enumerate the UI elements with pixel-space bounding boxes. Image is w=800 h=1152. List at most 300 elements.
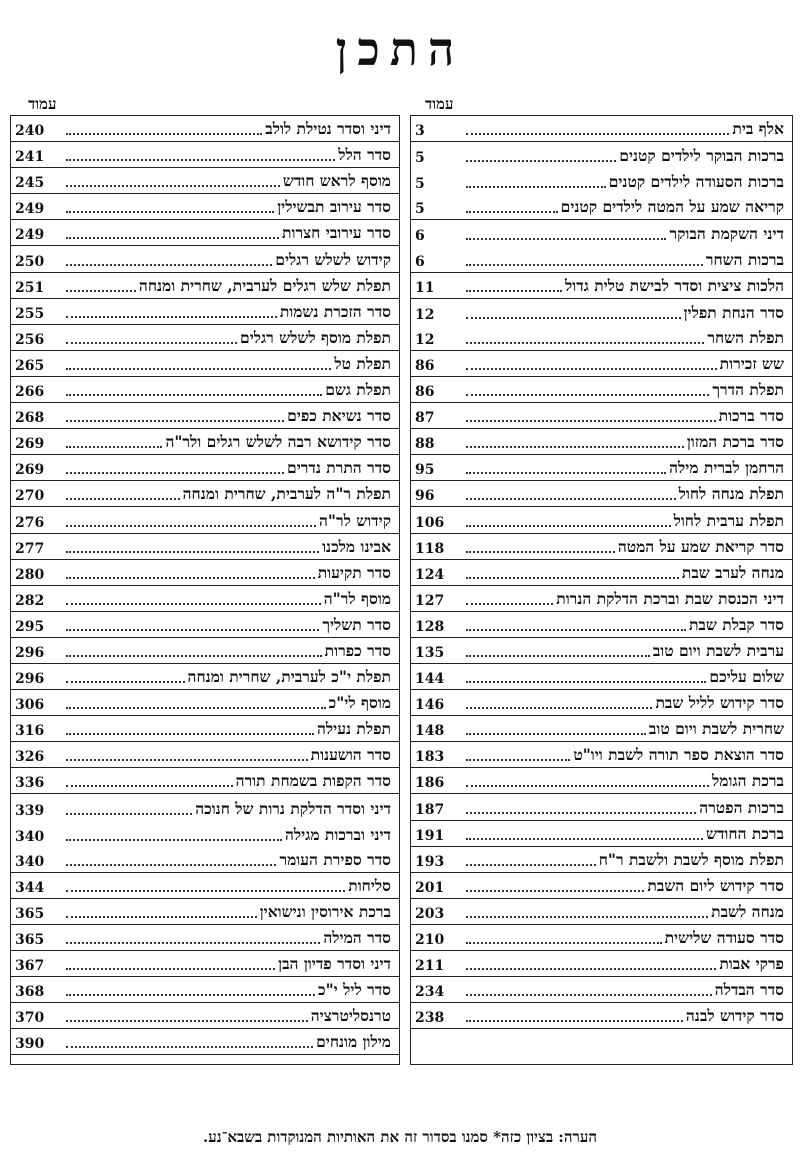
toc-entry-title: ברכת אירוסין ונישואין xyxy=(259,901,391,921)
toc-entry-title: מוסף לי"כ xyxy=(328,693,391,713)
toc-row[interactable] xyxy=(411,821,792,847)
toc-entry-title: סדר קידוש ליום השבת xyxy=(647,875,784,895)
toc-entry-title: תפלת שלש רגלים לערבית, שחרית ומנחה xyxy=(138,275,391,295)
dot-leader xyxy=(66,968,275,970)
toc-entry xyxy=(463,928,784,948)
toc-row[interactable] xyxy=(411,194,792,220)
toc-entry xyxy=(63,615,391,635)
toc-entry-title: דיני וסדר נטילת לולב xyxy=(265,119,391,139)
dot-leader xyxy=(66,916,257,918)
toc-entry-title: הרחמן לברית מילה xyxy=(669,458,784,478)
dot-leader xyxy=(66,1046,313,1048)
dot-leader xyxy=(466,864,596,866)
toc-row[interactable] xyxy=(411,377,792,403)
toc-entry-page: 193 xyxy=(415,853,445,870)
toc-entry-title: סדר קידושא רבה לשלש רגלים ולר"ה xyxy=(165,432,391,452)
toc-entry-page: 306 xyxy=(15,697,45,714)
dot-leader xyxy=(66,1020,308,1022)
toc-entry-page: 144 xyxy=(415,671,445,688)
toc-entry-page: 127 xyxy=(415,592,445,609)
toc-entry-title: סדר הנחת תפלין xyxy=(683,302,784,322)
dot-leader xyxy=(66,264,272,266)
toc-row[interactable] xyxy=(411,768,792,794)
dot-leader xyxy=(466,812,696,814)
dot-leader xyxy=(466,446,684,448)
dot-leader xyxy=(466,290,562,292)
right-toc-table xyxy=(410,115,793,1065)
toc-entry-page: 368 xyxy=(15,984,45,1001)
toc-entry-page: 316 xyxy=(15,723,45,740)
toc-entry-page: 124 xyxy=(415,566,445,583)
dot-leader xyxy=(466,655,650,657)
dot-leader xyxy=(66,864,276,866)
dot-leader xyxy=(466,577,679,579)
toc-row[interactable] xyxy=(411,220,792,246)
toc-entry xyxy=(463,745,784,765)
toc-entry xyxy=(63,589,391,609)
toc-entry-page: 245 xyxy=(15,175,45,192)
toc-entry-title: ברכות הסעודה לילדים קטנים xyxy=(608,172,784,192)
dot-leader xyxy=(466,942,662,944)
dot-leader xyxy=(66,785,233,787)
dot-leader xyxy=(66,577,315,579)
toc-entry xyxy=(63,1006,391,1026)
dot-leader xyxy=(466,759,570,761)
toc-entry xyxy=(463,1006,784,1026)
dot-leader xyxy=(66,839,282,841)
toc-entry xyxy=(63,511,391,531)
toc-entry-page: 255 xyxy=(15,305,45,322)
toc-entry-title: דיני השקמת הבוקר xyxy=(669,224,784,244)
dot-leader xyxy=(66,237,279,239)
toc-entry xyxy=(63,276,391,296)
toc-row[interactable] xyxy=(411,507,792,533)
dot-leader xyxy=(466,238,666,240)
toc-row[interactable] xyxy=(11,1029,399,1055)
toc-entry-title: אלף בית xyxy=(732,119,784,139)
toc-row[interactable] xyxy=(411,794,792,820)
toc-entry xyxy=(63,406,391,426)
toc-entry xyxy=(463,563,784,583)
toc-entry xyxy=(63,537,391,557)
toc-row[interactable] xyxy=(411,1003,792,1029)
toc-entry xyxy=(63,719,391,739)
toc-entry-title: שחרית לשבת ויום טוב xyxy=(648,719,784,739)
toc-entry-title: ברכת הגומל xyxy=(712,771,784,791)
toc-row[interactable] xyxy=(11,768,399,794)
toc-entry-title: תפלת מוסף לשבת ולשבת ר"ח xyxy=(598,849,784,869)
toc-entry-title: מנחה לערב שבת xyxy=(681,562,784,582)
toc-entry-title: קידוש לר"ה xyxy=(318,510,391,530)
toc-entry-title: סדר ספירת העומר xyxy=(279,849,391,869)
toc-entry-page: 12 xyxy=(415,306,435,323)
toc-entry-title: תפלת נעילה xyxy=(316,719,391,739)
dot-leader xyxy=(466,472,666,474)
toc-row[interactable] xyxy=(11,273,399,299)
toc-entry-page: 11 xyxy=(415,279,435,296)
toc-row[interactable] xyxy=(11,481,399,507)
toc-entry-page: 187 xyxy=(415,801,445,818)
toc-row[interactable] xyxy=(11,742,399,768)
toc-entry-title: מוסף לראש חודש xyxy=(282,171,391,191)
toc-entry xyxy=(63,641,391,661)
toc-entry-title: תפלת מנחה לחול xyxy=(678,484,784,504)
toc-entry xyxy=(63,954,391,974)
toc-entry-page: 249 xyxy=(15,201,45,218)
dot-leader xyxy=(66,551,319,553)
toc-entry-title: סדר התרת נדרים xyxy=(287,458,391,478)
toc-entry-page: 210 xyxy=(415,932,445,948)
toc-row[interactable] xyxy=(411,847,792,873)
dot-leader xyxy=(466,160,616,162)
toc-entry-page: 96 xyxy=(415,488,435,505)
toc-row[interactable] xyxy=(11,507,399,533)
toc-entry-title: סדר קריאת שמע על המטה xyxy=(617,536,784,556)
toc-entry-title: אבינו מלכנו xyxy=(322,536,391,556)
toc-entry-page: 5 xyxy=(415,150,425,167)
toc-entry xyxy=(463,511,784,531)
toc-row[interactable] xyxy=(11,925,399,951)
toc-entry-page: 339 xyxy=(15,802,45,819)
toc-entry xyxy=(63,876,391,896)
toc-entry-page: 87 xyxy=(415,410,435,427)
left-column-header: עמוד xyxy=(28,95,57,113)
toc-entry xyxy=(63,1032,391,1052)
toc-entry xyxy=(463,224,784,244)
dot-leader xyxy=(466,264,703,266)
toc-entry-page: 296 xyxy=(15,644,45,661)
toc-entry-title: תפלת השחר xyxy=(707,327,784,347)
toc-entry-page: 135 xyxy=(415,644,445,661)
toc-entry-title: שש זכירות xyxy=(719,353,784,373)
toc-entry-page: 118 xyxy=(415,540,445,557)
toc-entry xyxy=(63,667,391,687)
dot-leader xyxy=(66,316,277,318)
toc-entry xyxy=(463,902,784,922)
dot-leader xyxy=(66,342,237,344)
dot-leader xyxy=(66,603,321,605)
dot-leader xyxy=(66,211,274,213)
toc-row[interactable] xyxy=(411,325,792,351)
toc-row[interactable] xyxy=(11,899,399,925)
toc-row[interactable] xyxy=(411,273,792,299)
toc-entry xyxy=(463,354,784,374)
toc-row[interactable] xyxy=(411,246,792,272)
dot-leader xyxy=(66,525,316,527)
toc-entry-page: 326 xyxy=(15,749,45,766)
toc-entry xyxy=(63,771,391,791)
toc-entry-title: סדר הלל xyxy=(338,145,391,165)
dot-leader xyxy=(466,317,681,319)
toc-row[interactable] xyxy=(411,716,792,742)
toc-entry xyxy=(463,197,784,217)
dot-leader xyxy=(66,185,280,187)
toc-entry-title: סדר קידוש לבנה xyxy=(685,1006,784,1026)
toc-entry-title: תפלת הדרך xyxy=(712,380,784,400)
toc-entry xyxy=(63,693,391,713)
dot-leader xyxy=(66,290,136,292)
toc-row[interactable] xyxy=(411,534,792,560)
toc-entry-title: סדר ברכות xyxy=(718,406,784,426)
toc-entry-title: סדר הבדלה xyxy=(714,980,784,1000)
toc-row[interactable] xyxy=(11,534,399,560)
toc-entry xyxy=(463,328,784,348)
toc-entry-page: 5 xyxy=(415,176,425,193)
left-toc-table xyxy=(10,115,400,1065)
toc-row[interactable] xyxy=(11,194,399,220)
toc-entry-page: 128 xyxy=(415,618,445,635)
toc-entry-page: 3 xyxy=(415,123,425,140)
toc-row[interactable] xyxy=(411,403,792,429)
toc-entry-page: 249 xyxy=(15,227,45,244)
toc-row[interactable] xyxy=(411,299,792,325)
toc-entry-page: 211 xyxy=(415,958,445,975)
toc-row[interactable] xyxy=(411,951,792,977)
toc-entry-title: סדר עירובי חצרות xyxy=(282,223,391,243)
dot-leader xyxy=(466,890,644,892)
toc-row[interactable] xyxy=(11,1003,399,1029)
toc-row[interactable] xyxy=(411,664,792,690)
dot-leader xyxy=(66,394,322,396)
toc-entry-title: ברכות הפטרה xyxy=(699,797,784,817)
dot-leader xyxy=(66,420,284,422)
dot-leader xyxy=(466,785,709,787)
toc-row[interactable] xyxy=(411,690,792,716)
toc-row[interactable] xyxy=(11,638,399,664)
toc-entry xyxy=(463,537,784,557)
toc-row[interactable] xyxy=(11,664,399,690)
dot-leader xyxy=(66,890,345,892)
toc-entry-page: 390 xyxy=(15,1036,45,1053)
toc-entry-page: 340 xyxy=(15,828,45,845)
toc-row[interactable] xyxy=(11,325,399,351)
toc-row[interactable] xyxy=(11,168,399,194)
dot-leader xyxy=(66,681,185,683)
toc-entry xyxy=(463,719,784,739)
toc-entry xyxy=(463,380,784,400)
dot-leader xyxy=(66,472,284,474)
toc-entry xyxy=(63,825,391,845)
footnote: הערה: בציון כזה* סמנו בסדור זה את האותיות המנוקדות בשבא־נע. xyxy=(203,1128,597,1146)
toc-entry-title: דיני הכנסת שבת וברכת הדלקת הנרות xyxy=(556,588,784,608)
toc-entry-title: תפלת י"כ לערבית, שחרית ומנחה xyxy=(187,667,391,687)
toc-entry xyxy=(463,484,784,504)
toc-entry-page: 95 xyxy=(415,462,435,479)
toc-row[interactable] xyxy=(11,377,399,403)
toc-entry-page: 336 xyxy=(15,775,45,792)
toc-entry-title: סדר סעודה שלישית xyxy=(664,928,784,947)
toc-entry-page: 238 xyxy=(415,1010,445,1027)
toc-entry xyxy=(63,484,391,504)
toc-entry-page: 148 xyxy=(415,723,445,740)
toc-row[interactable] xyxy=(11,716,399,742)
toc-row[interactable] xyxy=(411,142,792,168)
toc-entry-page: 269 xyxy=(15,462,45,479)
dot-leader xyxy=(66,655,322,657)
toc-row[interactable] xyxy=(11,690,399,716)
toc-entry xyxy=(63,850,391,870)
toc-entry-page: 186 xyxy=(415,775,445,792)
toc-entry-page: 201 xyxy=(415,879,445,896)
toc-row[interactable] xyxy=(411,481,792,507)
toc-entry-page: 266 xyxy=(15,384,45,401)
toc-entry-title: פרקי אבות xyxy=(719,954,784,974)
dot-leader xyxy=(66,446,162,448)
toc-entry-title: סדר ליל י"כ xyxy=(318,980,391,1000)
toc-row[interactable] xyxy=(11,220,399,246)
toc-row[interactable] xyxy=(11,560,399,586)
toc-row[interactable] xyxy=(11,586,399,612)
dot-leader xyxy=(66,707,326,709)
toc-entry-page: 269 xyxy=(15,436,45,453)
toc-entry xyxy=(63,223,391,243)
toc-entry xyxy=(63,250,391,270)
toc-entry-page: 250 xyxy=(15,253,45,270)
toc-entry xyxy=(63,380,391,400)
toc-entry xyxy=(463,954,784,974)
toc-entry-page: 277 xyxy=(15,540,45,557)
toc-row[interactable] xyxy=(411,742,792,768)
toc-entry-title: סליחות xyxy=(348,875,391,895)
toc-row[interactable] xyxy=(11,403,399,429)
toc-entry-page: 256 xyxy=(15,331,45,348)
toc-entry-page: 340 xyxy=(15,853,45,870)
toc-entry-page: 183 xyxy=(415,749,445,766)
toc-entry-page: 6 xyxy=(415,253,425,270)
toc-row[interactable] xyxy=(11,429,399,455)
dot-leader xyxy=(466,916,708,918)
toc-row[interactable] xyxy=(11,116,399,142)
toc-entry-title: סדר הזכרת נשמות xyxy=(279,301,391,321)
toc-entry-title: ברכות השחר xyxy=(705,249,784,269)
toc-row[interactable] xyxy=(11,299,399,325)
toc-entry xyxy=(463,589,784,609)
toc-row[interactable] xyxy=(11,455,399,481)
toc-entry-title: ברכת החודש xyxy=(706,823,784,843)
toc-entry-title: ברכות הבוקר לילדים קטנים xyxy=(619,146,784,166)
toc-row[interactable] xyxy=(11,612,399,638)
dot-leader xyxy=(66,942,320,944)
dot-leader xyxy=(66,629,319,631)
toc-entry xyxy=(463,641,784,661)
toc-entry-title: סדר נשיאת כפים xyxy=(287,406,391,426)
dot-leader xyxy=(466,838,703,840)
toc-row[interactable] xyxy=(411,638,792,664)
toc-row[interactable] xyxy=(411,586,792,612)
toc-entry xyxy=(463,276,784,296)
toc-row[interactable] xyxy=(411,455,792,481)
toc-entry-title: דיני וברכות מגילה xyxy=(285,824,391,844)
toc-entry xyxy=(463,850,784,870)
toc-entry-page: 276 xyxy=(15,514,45,531)
toc-row[interactable] xyxy=(411,977,792,1003)
toc-entry xyxy=(63,563,391,583)
toc-entry-title: שלום עליכם xyxy=(709,667,784,687)
dot-leader xyxy=(466,133,729,135)
toc-entry xyxy=(63,799,391,819)
toc-row[interactable] xyxy=(411,560,792,586)
toc-row[interactable] xyxy=(11,873,399,899)
toc-row[interactable] xyxy=(411,351,792,377)
toc-entry-page: 280 xyxy=(15,566,45,583)
dot-leader xyxy=(466,733,646,735)
toc-row[interactable] xyxy=(411,873,792,899)
toc-entry-title: מנחה לשבת xyxy=(711,901,784,921)
toc-entry xyxy=(463,406,784,426)
toc-entry-page: 241 xyxy=(15,149,45,166)
dot-leader xyxy=(466,420,716,422)
toc-entry xyxy=(63,145,391,165)
dot-leader xyxy=(466,525,671,527)
toc-entry-title: סדר הקפות בשמחת תורה xyxy=(235,771,391,791)
toc-entry xyxy=(463,876,784,896)
dot-leader xyxy=(466,994,712,996)
page-title: התכן xyxy=(335,22,465,76)
toc-entry-page: 12 xyxy=(415,331,435,348)
toc-entry-title: סדר קבלת שבת xyxy=(688,614,784,634)
dot-leader xyxy=(466,394,709,396)
toc-entry-title: סדר הוצאת ספר תורה לשבת ויו"ט xyxy=(573,745,784,765)
toc-entry-title: סדר תשליך xyxy=(322,614,391,634)
toc-entry-page: 268 xyxy=(15,410,45,427)
toc-entry xyxy=(463,432,784,452)
dot-leader xyxy=(66,759,308,761)
toc-entry-page: 86 xyxy=(415,384,435,401)
dot-leader xyxy=(66,813,192,815)
right-column-header: עמוד xyxy=(425,95,454,113)
toc-entry xyxy=(63,171,391,191)
toc-entry-title: תפלת גשם xyxy=(325,380,391,400)
toc-entry-title: סדר הושענות xyxy=(310,745,391,765)
toc-entry xyxy=(63,197,391,217)
toc-entry-page: 344 xyxy=(15,879,45,896)
toc-row[interactable] xyxy=(11,142,399,168)
toc-entry xyxy=(63,302,391,322)
toc-row[interactable] xyxy=(411,899,792,925)
toc-row[interactable] xyxy=(411,925,792,951)
toc-row[interactable] xyxy=(11,821,399,847)
toc-entry-title: דיני וסדר פדיון הבן xyxy=(278,954,391,974)
dot-leader xyxy=(466,681,706,683)
toc-row[interactable] xyxy=(11,977,399,1003)
toc-entry xyxy=(463,615,784,635)
toc-entry-page: 370 xyxy=(15,1010,45,1027)
toc-row[interactable] xyxy=(11,246,399,272)
toc-entry-page: 282 xyxy=(15,592,45,609)
toc-row[interactable] xyxy=(411,116,792,142)
toc-row[interactable] xyxy=(411,168,792,194)
toc-entry xyxy=(63,119,391,139)
toc-row[interactable] xyxy=(11,794,399,820)
toc-row[interactable] xyxy=(11,351,399,377)
toc-entry-title: קידוש לשלש רגלים xyxy=(275,249,391,269)
toc-row[interactable] xyxy=(411,612,792,638)
toc-entry xyxy=(63,432,391,452)
toc-row[interactable] xyxy=(11,847,399,873)
dot-leader xyxy=(66,133,262,135)
toc-row[interactable] xyxy=(11,951,399,977)
toc-row[interactable] xyxy=(411,429,792,455)
toc-entry xyxy=(463,458,784,478)
toc-entry xyxy=(63,928,391,948)
toc-entry-page: 367 xyxy=(15,958,45,975)
toc-entry xyxy=(63,902,391,922)
toc-entry xyxy=(463,303,784,323)
toc-entry xyxy=(463,119,784,139)
toc-entry-page: 86 xyxy=(415,357,435,374)
toc-entry-page: 146 xyxy=(415,697,445,714)
dot-leader xyxy=(466,186,606,188)
